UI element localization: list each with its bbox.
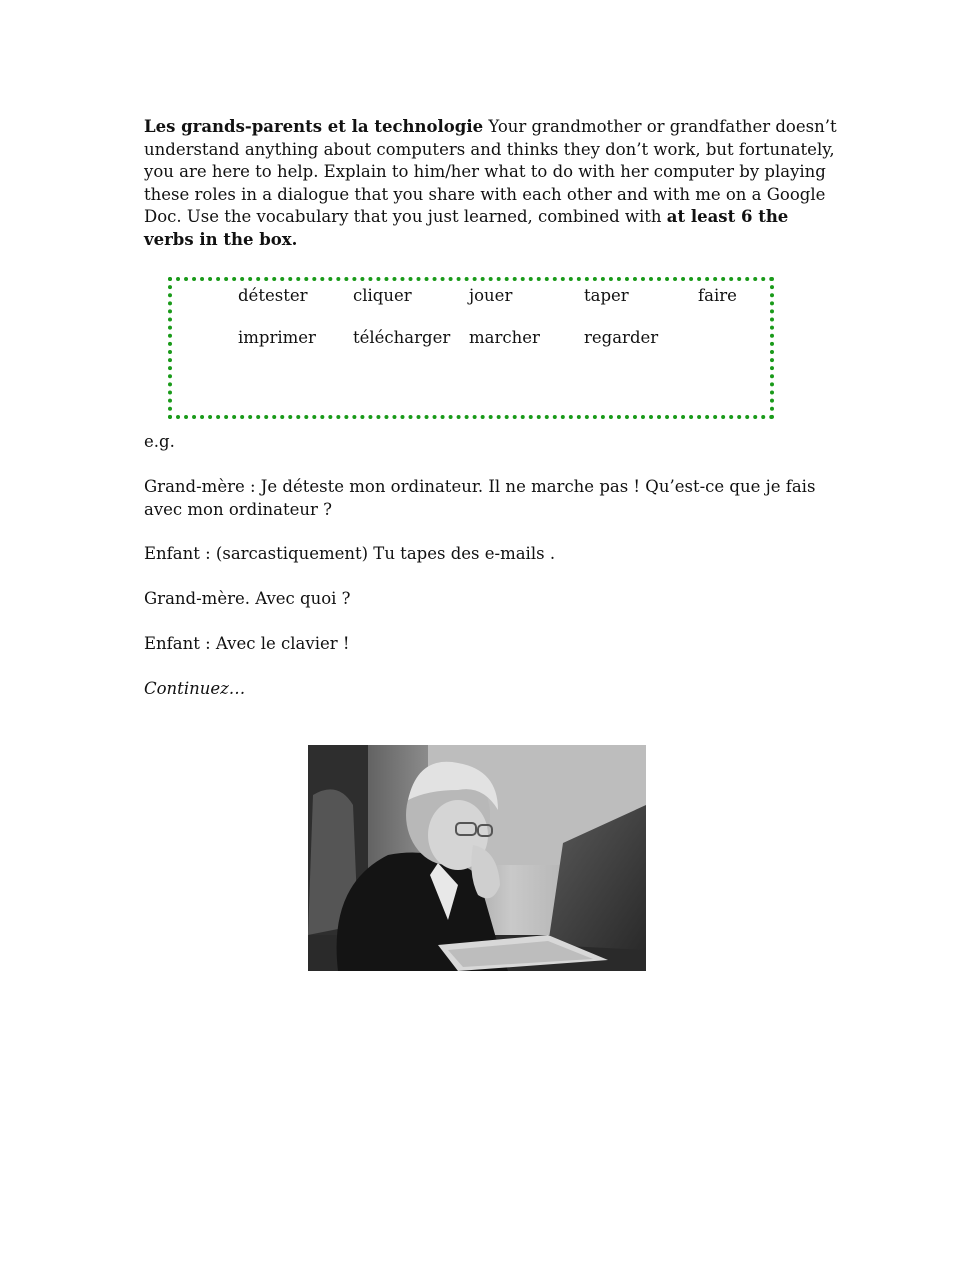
dialogue-line: Grand-mère : Je déteste mon ordinateur. Il ne marche pas ! Qu’est-ce que je fais avec mon ordinateur ? [144,477,816,519]
photo-illustration [308,745,646,971]
verb-item: jouer [469,286,513,305]
example-label: e.g. [144,432,175,451]
instructions-paragraph [144,116,839,251]
verb-item: marcher [469,328,540,347]
grandmother-laptop-photo [308,745,646,971]
verb-item: détester [238,286,308,305]
verb-item: faire [698,286,737,305]
verb-item: taper [584,286,629,305]
verb-item: cliquer [353,286,412,305]
verb-item: regarder [584,328,659,347]
verb-item: télécharger [353,328,451,347]
continue-prompt: Continuez… [144,679,246,698]
verb-item: imprimer [238,328,316,347]
dialogue-line: Enfant : Avec le clavier ! [144,634,350,653]
instructions-text: Your grandmother or grandfather doesn’t understand anything about computers and thinks they don’t work, but fortunately, you are here to help. Explain to him/her what to do with her computer by playing these roles in a dialogue that you share with each other and with me on a Google Doc. Use the vocabulary that you just learned, combined with [144,117,837,226]
instructions-emphasis: at least 6 the verbs in the box. [144,207,789,249]
verb-box [168,277,774,419]
dialogue-line: Grand-mère. Avec quoi ? [144,589,351,608]
dialogue-line: Enfant : (sarcastiquement) Tu tapes des e-mails . [144,544,556,563]
assignment-title: Les grands-parents et la technologie [144,117,484,136]
